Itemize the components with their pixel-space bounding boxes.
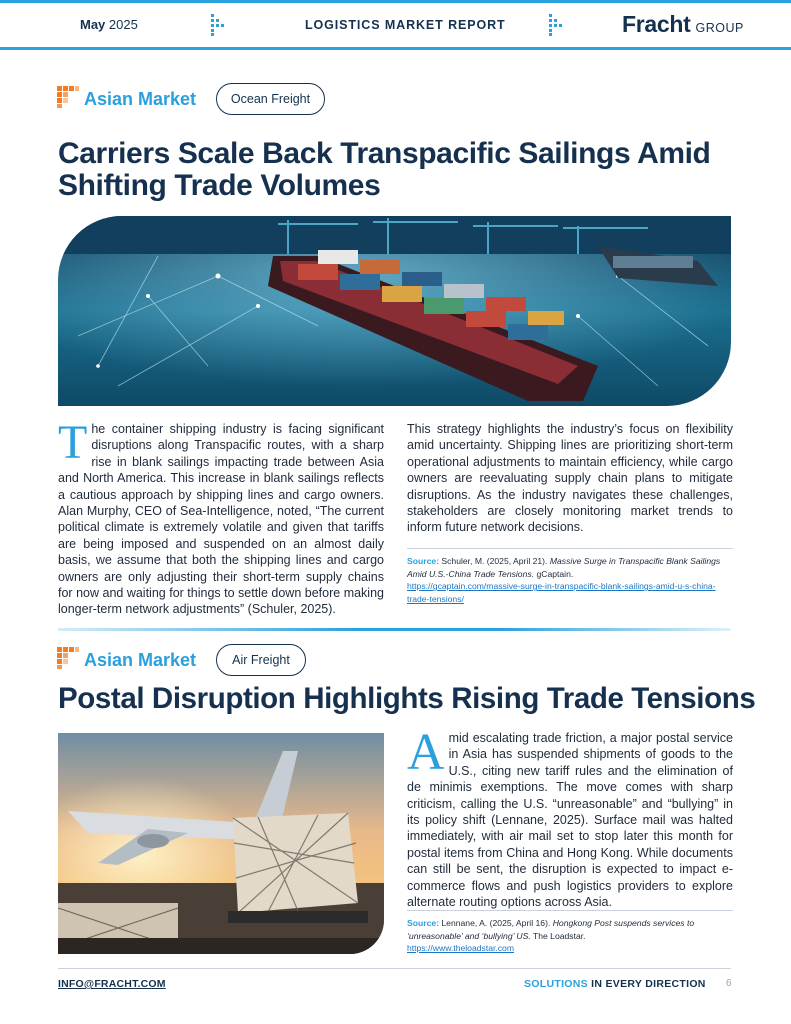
- article-body-col2: This strategy highlights the industry’s focus on flexibility amid uncertainty. Shipping lines are prioritizing short-term operational adjustments to maintain efficiency, while cargo owners are reevaluating supply chain plans to mitigate disruptions. As the industry navigates these challenges, stakeholders are closely monitoring market trends to inform future network decisions.: [407, 422, 733, 535]
- footer-rule: [58, 968, 731, 969]
- issue-date: May 2025: [80, 17, 138, 32]
- page-number: 6: [726, 978, 732, 989]
- fracht-f-logo-icon: [57, 86, 79, 108]
- section-label-asian-market: Asian Market: [84, 89, 197, 109]
- fracht-f-logo-icon: [57, 647, 79, 669]
- source-citation: Source: Lennane, A. (2025, April 16). Hongkong Post suspends services to ‘unreasonable’ and ‘bullying’ US. The Loadstar. https://www.theloadstar.com: [407, 917, 733, 955]
- article-body-col1: The container shipping industry is facing significant disruptions along Transpacific routes, with a sharp rise in blank sailings impacting trade between Asia and North America. This increase in blank sailings reflects a cautious approach by shipping lines and cargo owners. Alan Murphy, CEO of Sea-Intelligence, noted, “The current political climate is extremely volatile and given that tariffs are being imposed and suspended on an almost daily basis, we assume that both the shipping lines and cargo owners are only adjusting their short-term supply chains for now and waiting for things to settle down before making longer-term network adjustments” (Schuler, 2025).: [58, 416, 384, 617]
- air-cargo-image: [58, 733, 384, 954]
- source-link[interactable]: https://www.theloadstar.com: [407, 943, 514, 954]
- contact-email-link[interactable]: INFO@FRACHT.COM: [58, 978, 166, 990]
- source-divider: [407, 910, 733, 911]
- source-link[interactable]: https://gcaptain.com/massive-surge-in-transpacific-blank-sailings-amid-u-s-china-trade-tensions/: [407, 581, 716, 604]
- tag-air-freight[interactable]: Air Freight: [216, 644, 306, 676]
- page-header: [0, 3, 791, 47]
- footer-slogan: SOLUTIONS IN EVERY DIRECTION: [524, 978, 706, 990]
- header-bottom-rule: [0, 47, 791, 50]
- arrow-logo-icon: [549, 14, 563, 36]
- brand-logo: Fracht GROUP: [622, 11, 744, 37]
- drop-cap: A: [407, 724, 445, 781]
- article-headline: Postal Disruption Highlights Rising Trade Tensions: [58, 682, 756, 715]
- tag-ocean-freight[interactable]: Ocean Freight: [216, 83, 325, 115]
- container-ship-image: [58, 216, 731, 406]
- arrow-logo-icon: [211, 14, 225, 36]
- section-label-asian-market: Asian Market: [84, 650, 197, 670]
- report-title: LOGISTICS MARKET REPORT: [305, 18, 506, 32]
- source-citation: Source: Schuler, M. (2025, April 21). Massive Surge in Transpacific Blank Sailings Amid U.S.-China Trade Tensions. gCaptain. https://gcaptain.com/massive-surge-in-transpacific-blank-sailings-amid-u-s-china-trade-tensions/: [407, 555, 733, 605]
- drop-cap: T: [58, 416, 88, 469]
- article-body: Amid escalating trade friction, a major postal service in Asia has suspended shipments of goods to the U.S., citing new tariff rules and the elimination of de minimis exemptions. The move comes with sharp criticism, calling the U.S. “unreasonable” and “bullying” in its policy shift (Lennane, 2025). Surface mail was halted immediately, with air mail set to stop later this month for postal items from China and Hong Kong. While documents can still be sent, the disruption is expected to impact e-commerce flows and push logistics providers to explore alternate routing options across Asia.: [407, 724, 733, 910]
- source-divider: [407, 548, 733, 549]
- section-divider: [58, 628, 731, 631]
- article-headline: Carriers Scale Back Transpacific Sailings Amid Shifting Trade Volumes: [58, 137, 711, 202]
